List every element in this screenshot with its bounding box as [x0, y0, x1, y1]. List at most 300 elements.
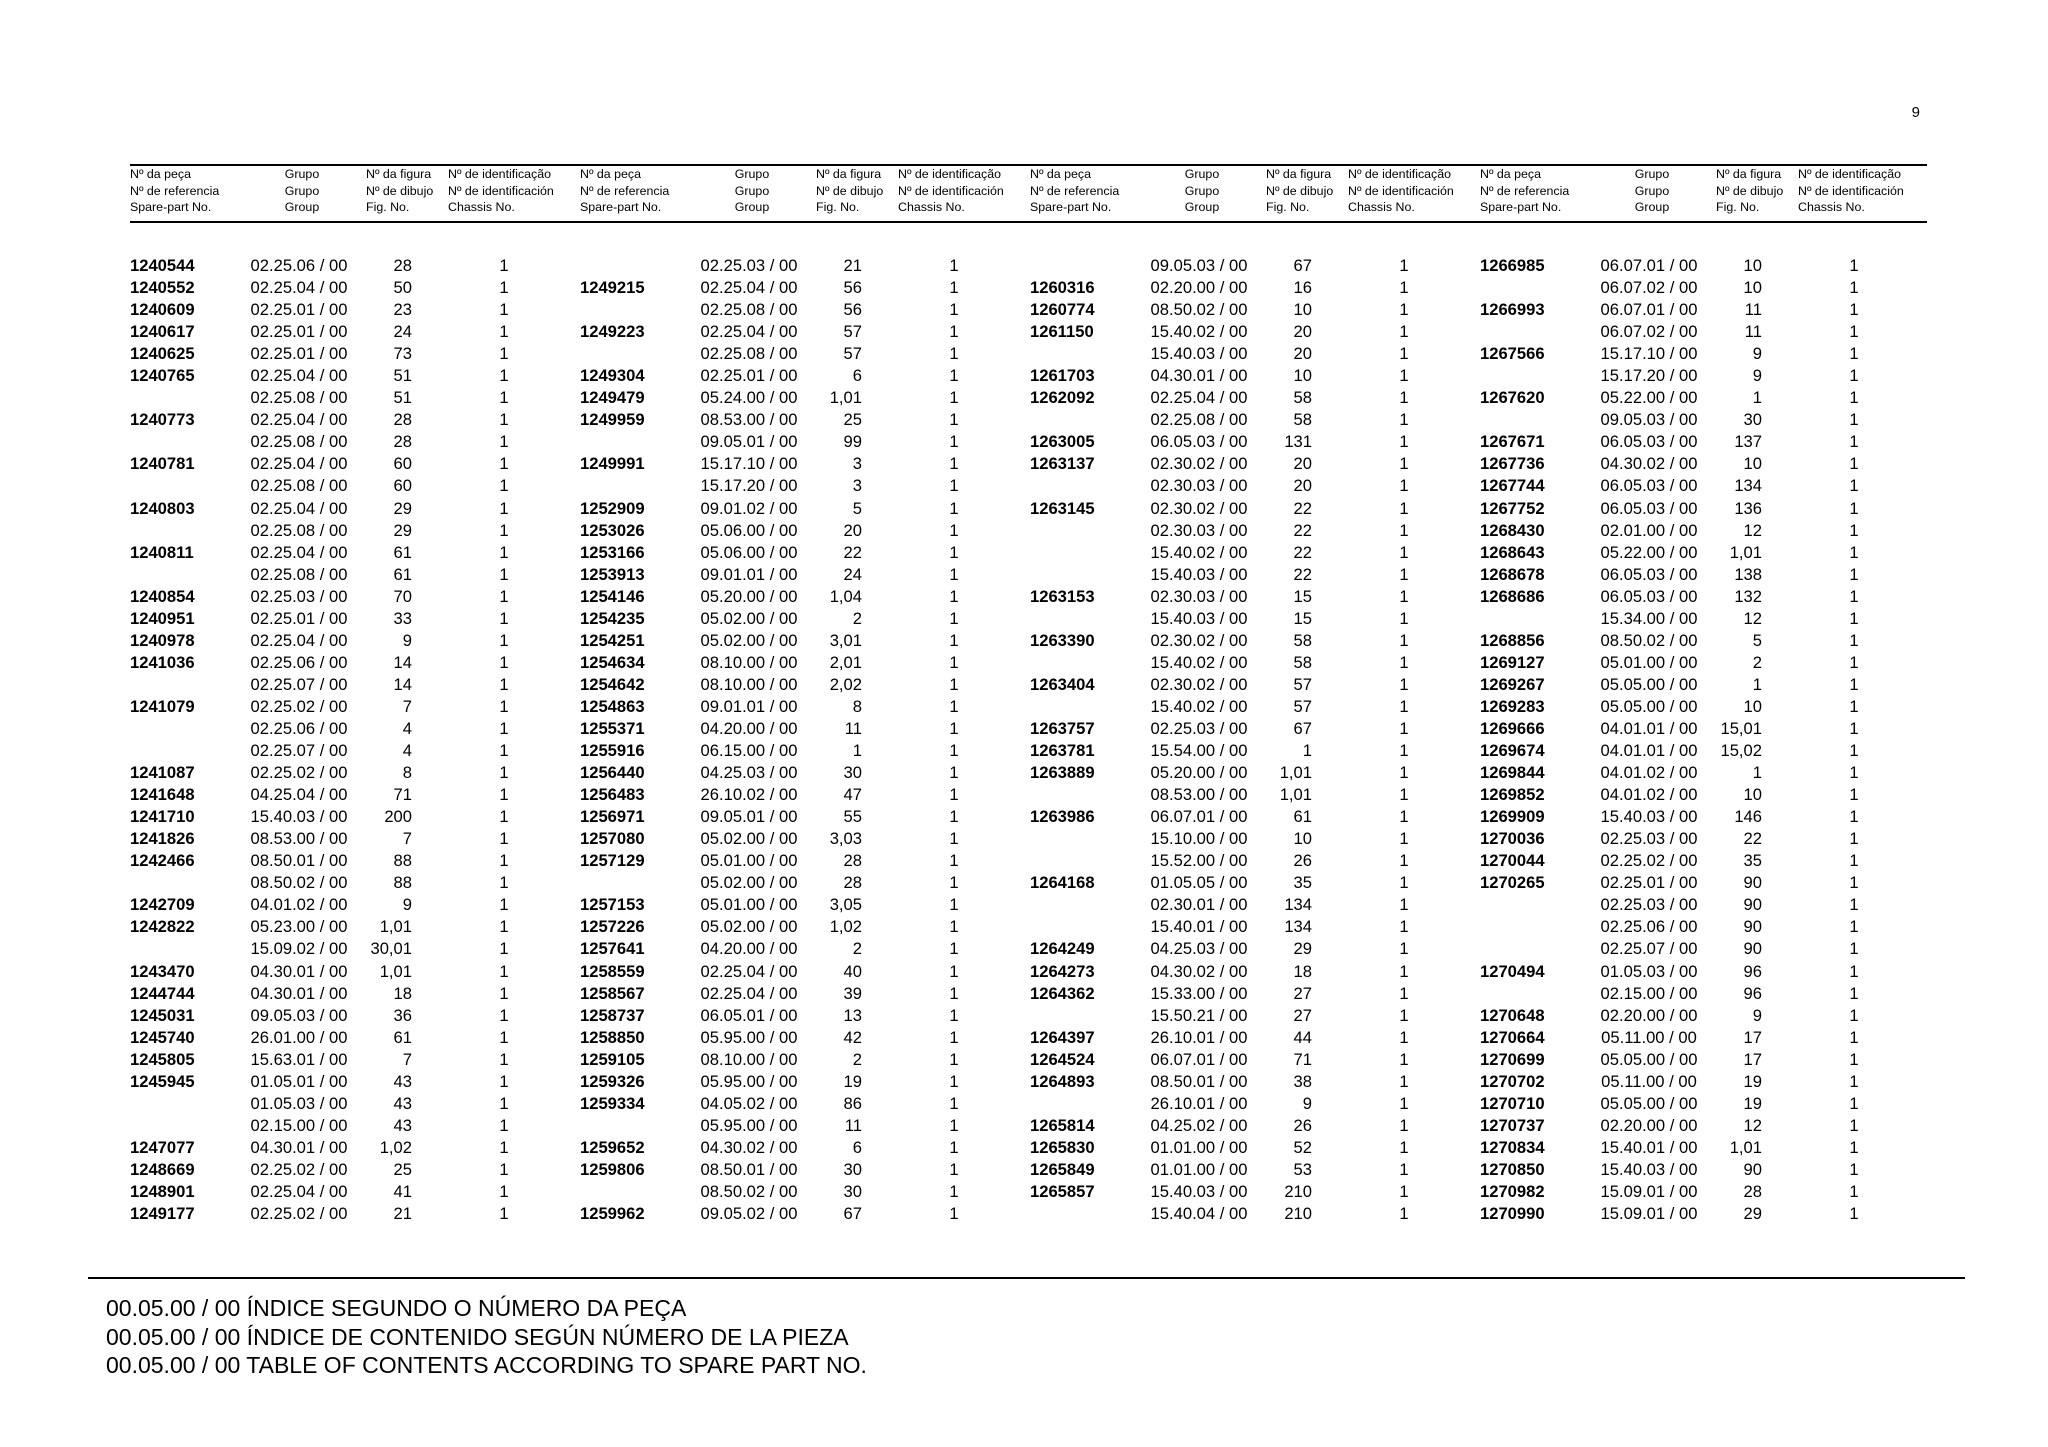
- part-number-cell: 1264249: [1030, 939, 1095, 959]
- figure-number-cell: 11: [844, 718, 862, 738]
- figure-number-cell: 132: [1734, 586, 1762, 606]
- chassis-number-cell: 1: [499, 1027, 509, 1047]
- part-number-cell: 1260316: [1030, 278, 1095, 298]
- table-row: [130, 586, 580, 608]
- figure-number-cell: 9: [402, 630, 412, 650]
- group-cell: 15.40.03 / 00: [1150, 564, 1248, 584]
- group-cell: 02.25.06 / 00: [1600, 917, 1698, 937]
- group-cell: 02.25.06 / 00: [250, 256, 348, 275]
- table-row: [1480, 696, 1930, 718]
- chassis-number-cell: 1: [1399, 829, 1409, 849]
- table-row: [1480, 365, 1930, 387]
- figure-number-cell: 23: [393, 300, 412, 320]
- figure-number-cell: 15,02: [1720, 741, 1762, 761]
- part-number-cell: 1268430: [1480, 520, 1545, 540]
- group-cell: 02.25.04 / 00: [700, 278, 798, 298]
- figure-number-cell: 19: [843, 1071, 862, 1091]
- group-cell: 05.02.00 / 00: [700, 873, 798, 893]
- table-row: [580, 586, 1030, 608]
- part-number-cell: 1249991: [580, 454, 645, 474]
- figure-number-cell: 20: [1293, 454, 1312, 474]
- chassis-number-cell: 1: [499, 564, 509, 584]
- figure-number-cell: 42: [843, 1027, 862, 1047]
- part-number-cell: 1268856: [1480, 630, 1545, 650]
- table-row: [580, 365, 1030, 387]
- chassis-number-cell: 1: [1849, 410, 1859, 430]
- figure-number-cell: 96: [1743, 961, 1762, 981]
- figure-number-cell: 33: [393, 608, 412, 628]
- figure-number-cell: 28: [393, 256, 412, 275]
- group-cell: 08.10.00 / 00: [700, 652, 798, 672]
- table-row: [1480, 740, 1930, 762]
- table-row: [1480, 608, 1930, 630]
- group-cell: 04.01.02 / 00: [1600, 763, 1698, 783]
- group-cell: 04.30.02 / 00: [1150, 961, 1248, 981]
- table-row: [1030, 365, 1480, 387]
- chassis-number-cell: 1: [1849, 961, 1859, 981]
- group-cell: 08.50.02 / 00: [700, 1181, 798, 1201]
- chassis-number-cell: 1: [1849, 1159, 1859, 1179]
- chassis-number-cell: 1: [949, 1159, 959, 1179]
- chassis-number-cell: 1: [1399, 674, 1409, 694]
- figure-number-cell: 73: [393, 344, 412, 364]
- figure-number-cell: 28: [843, 851, 862, 871]
- chassis-number-cell: 1: [499, 696, 509, 716]
- table-row: [1480, 762, 1930, 784]
- figure-number-cell: 41: [393, 1181, 412, 1201]
- figure-number-cell: 10: [1293, 366, 1312, 386]
- figure-number-cell: 57: [1293, 674, 1312, 694]
- figure-number-cell: 29: [393, 498, 412, 518]
- figure-number-cell: 2: [852, 1049, 862, 1069]
- group-cell: 15.40.03 / 00: [1600, 1159, 1698, 1179]
- chassis-number-cell: 1: [949, 1005, 959, 1025]
- figure-number-cell: 28: [843, 873, 862, 893]
- chassis-number-cell: 1: [499, 983, 509, 1003]
- figure-number-cell: 1,04: [829, 586, 862, 606]
- table-row: [130, 1203, 580, 1225]
- table-row: [1030, 1203, 1480, 1225]
- group-cell: 15.17.10 / 00: [1600, 344, 1698, 364]
- chassis-number-cell: 1: [1849, 829, 1859, 849]
- part-number-cell: 1254642: [580, 674, 645, 694]
- chassis-number-cell: 1: [499, 1071, 509, 1091]
- part-number-cell: 1269852: [1480, 785, 1545, 805]
- table-row: [580, 1093, 1030, 1115]
- figure-number-cell: 10: [1743, 454, 1762, 474]
- part-number-cell: 1267671: [1480, 432, 1545, 452]
- chassis-number-cell: 1: [949, 608, 959, 628]
- group-cell: 02.25.08 / 00: [250, 520, 348, 540]
- table-row: [1030, 1005, 1480, 1027]
- chassis-number-cell: 1: [949, 983, 959, 1003]
- figure-number-cell: 30: [843, 763, 862, 783]
- table-row: [1030, 784, 1480, 806]
- group-cell: 08.50.02 / 00: [250, 873, 348, 893]
- figure-number-cell: 90: [1743, 917, 1762, 937]
- part-number-cell: 1270737: [1480, 1115, 1545, 1135]
- part-number-cell: 1258737: [580, 1005, 645, 1025]
- part-number-cell: 1264273: [1030, 961, 1095, 981]
- chassis-number-cell: 1: [1849, 652, 1859, 672]
- part-number-cell: 1258567: [580, 983, 645, 1003]
- figure-number-cell: 19: [1743, 1071, 1762, 1091]
- chassis-number-cell: 1: [949, 1137, 959, 1157]
- chassis-number-cell: 1: [949, 542, 959, 562]
- group-cell: 15.52.00 / 00: [1150, 851, 1248, 871]
- group-cell: 02.25.08 / 00: [1150, 410, 1248, 430]
- table-row: [130, 961, 580, 983]
- part-number-cell: 1256440: [580, 763, 645, 783]
- part-number-cell: 1259962: [580, 1204, 645, 1224]
- group-cell: 02.25.03 / 00: [1600, 895, 1698, 915]
- chassis-number-cell: 1: [1399, 1071, 1409, 1091]
- chassis-number-cell: 1: [1849, 1049, 1859, 1069]
- chassis-number-cell: 1: [1849, 454, 1859, 474]
- figure-number-cell: 2,01: [829, 652, 862, 672]
- table-row: [1030, 409, 1480, 431]
- figure-number-cell: 1,02: [379, 1137, 412, 1157]
- group-cell: 02.25.03 / 00: [1150, 718, 1248, 738]
- group-cell: 15.17.10 / 00: [700, 454, 798, 474]
- chassis-number-cell: 1: [1399, 256, 1409, 275]
- part-number-cell: 1263153: [1030, 586, 1095, 606]
- parts-rows: [130, 255, 580, 1225]
- figure-number-cell: 50: [393, 278, 412, 298]
- part-number-cell: 1240951: [130, 608, 195, 628]
- chassis-number-cell: 1: [499, 300, 509, 320]
- part-number-cell: 1269909: [1480, 807, 1545, 827]
- part-number-cell: 1270648: [1480, 1005, 1545, 1025]
- part-number-cell: 1253166: [580, 542, 645, 562]
- chassis-number-cell: 1: [1849, 763, 1859, 783]
- figure-number-cell: 146: [1734, 807, 1762, 827]
- figure-number-cell: 13: [843, 1005, 862, 1025]
- figure-number-cell: 52: [1293, 1137, 1312, 1157]
- chassis-number-cell: 1: [1849, 696, 1859, 716]
- group-cell: 15.40.03 / 00: [1600, 807, 1698, 827]
- group-cell: 09.01.01 / 00: [700, 696, 798, 716]
- group-cell: 05.06.00 / 00: [700, 542, 798, 562]
- part-number-cell: 1259334: [580, 1093, 645, 1113]
- table-row: [1480, 784, 1930, 806]
- chassis-number-cell: 1: [949, 961, 959, 981]
- table-row: [1480, 1093, 1930, 1115]
- chassis-number-cell: 1: [499, 829, 509, 849]
- table-row: [580, 475, 1030, 497]
- group-cell: 02.01.00 / 00: [1600, 520, 1698, 540]
- chassis-number-cell: 1: [499, 917, 509, 937]
- group-cell: 05.22.00 / 00: [1600, 388, 1698, 408]
- group-cell: 02.25.08 / 00: [250, 388, 348, 408]
- group-cell: 05.02.00 / 00: [700, 608, 798, 628]
- chassis-number-cell: 1: [1399, 741, 1409, 761]
- table-row: [130, 409, 580, 431]
- chassis-number-cell: 1: [499, 1049, 509, 1069]
- header-group: Grupo Grupo Group: [1634, 167, 1670, 214]
- chassis-number-cell: 1: [1849, 256, 1859, 275]
- table-row: [580, 255, 1030, 277]
- parts-rows: [1030, 255, 1480, 1225]
- table-row: [1030, 1071, 1480, 1093]
- figure-number-cell: 16: [1293, 278, 1312, 298]
- table-row: [580, 1027, 1030, 1049]
- table-row: [1480, 475, 1930, 497]
- chassis-number-cell: 1: [1399, 608, 1409, 628]
- part-number-cell: 1269267: [1480, 674, 1545, 694]
- table-row: [1480, 520, 1930, 542]
- table-row: [130, 1027, 580, 1049]
- chassis-number-cell: 1: [1399, 1005, 1409, 1025]
- figure-number-cell: 3: [852, 476, 862, 496]
- group-cell: 02.30.02 / 00: [1150, 674, 1248, 694]
- part-number-cell: 1240781: [130, 454, 195, 474]
- group-cell: 08.50.01 / 00: [1150, 1071, 1248, 1091]
- part-number-cell: 1240552: [130, 278, 195, 298]
- group-cell: 05.11.00 / 00: [1601, 1071, 1697, 1091]
- figure-number-cell: 8: [852, 696, 862, 716]
- chassis-number-cell: 1: [1399, 432, 1409, 452]
- figure-number-cell: 27: [1293, 1005, 1312, 1025]
- group-cell: 05.24.00 / 00: [700, 388, 798, 408]
- table-row: [580, 938, 1030, 960]
- figure-number-cell: 67: [843, 1204, 862, 1224]
- chassis-number-cell: 1: [1399, 630, 1409, 650]
- figure-number-cell: 57: [843, 344, 862, 364]
- group-cell: 02.25.04 / 00: [250, 498, 348, 518]
- group-cell: 15.34.00 / 00: [1600, 608, 1698, 628]
- part-number-cell: 1259105: [580, 1049, 645, 1069]
- part-number-cell: 1242822: [130, 917, 195, 937]
- chassis-number-cell: 1: [499, 961, 509, 981]
- chassis-number-cell: 1: [949, 873, 959, 893]
- chassis-number-cell: 1: [1399, 763, 1409, 783]
- chassis-number-cell: 1: [1399, 917, 1409, 937]
- figure-number-cell: 3,01: [829, 630, 862, 650]
- chassis-number-cell: 1: [1849, 542, 1859, 562]
- figure-number-cell: 3: [852, 454, 862, 474]
- figure-number-cell: 90: [1743, 873, 1762, 893]
- group-cell: 05.05.00 / 00: [1600, 1049, 1698, 1069]
- footer-rule: [88, 1277, 1965, 1279]
- group-cell: 08.53.00 / 00: [250, 829, 348, 849]
- figure-number-cell: 12: [1743, 520, 1762, 540]
- figure-number-cell: 51: [393, 388, 412, 408]
- table-row: [130, 784, 580, 806]
- table-row: [130, 652, 580, 674]
- figure-number-cell: 134: [1284, 895, 1312, 915]
- figure-number-cell: 9: [1302, 1093, 1312, 1113]
- chassis-number-cell: 1: [499, 1005, 509, 1025]
- figure-number-cell: 12: [1743, 608, 1762, 628]
- part-number-cell: 1267752: [1480, 498, 1545, 518]
- table-row: [1030, 1027, 1480, 1049]
- part-number-cell: 1241826: [130, 829, 195, 849]
- table-row: [130, 321, 580, 343]
- chassis-number-cell: 1: [1399, 718, 1409, 738]
- chassis-number-cell: 1: [1849, 1027, 1859, 1047]
- chassis-number-cell: 1: [1849, 1093, 1859, 1113]
- group-cell: 06.05.03 / 00: [1600, 586, 1698, 606]
- table-row: [580, 1181, 1030, 1203]
- chassis-number-cell: 1: [499, 256, 509, 275]
- chassis-number-cell: 1: [949, 917, 959, 937]
- chassis-number-cell: 1: [499, 873, 509, 893]
- part-number-cell: 1257641: [580, 939, 645, 959]
- part-number-cell: 1261150: [1030, 322, 1094, 342]
- figure-number-cell: 5: [852, 498, 862, 518]
- part-number-cell: 1243470: [130, 961, 195, 981]
- group-cell: 02.25.02 / 00: [250, 763, 348, 783]
- chassis-number-cell: 1: [949, 1071, 959, 1091]
- chassis-number-cell: 1: [1399, 1159, 1409, 1179]
- group-cell: 02.25.01 / 00: [250, 300, 348, 320]
- group-cell: 05.01.00 / 00: [1600, 652, 1698, 672]
- chassis-number-cell: 1: [949, 807, 959, 827]
- figure-number-cell: 8: [402, 763, 412, 783]
- figure-number-cell: 21: [393, 1204, 412, 1224]
- group-cell: 05.05.00 / 00: [1600, 1093, 1698, 1113]
- group-cell: 02.25.04 / 00: [700, 322, 798, 342]
- part-number-cell: 1263005: [1030, 432, 1095, 452]
- table-row: [580, 343, 1030, 365]
- table-row: [130, 387, 580, 409]
- header-figure-number: Nº da figura Nº de dibujo Fig. No.: [1266, 167, 1334, 214]
- figure-number-cell: 57: [843, 322, 862, 342]
- figure-number-cell: 3,03: [829, 829, 862, 849]
- group-cell: 01.01.00 / 00: [1150, 1159, 1248, 1179]
- part-number-cell: 1267566: [1480, 344, 1545, 364]
- chassis-number-cell: 1: [1399, 785, 1409, 805]
- part-number-cell: 1240811: [130, 542, 194, 562]
- chassis-number-cell: 1: [499, 1093, 509, 1113]
- table-row: [1030, 1093, 1480, 1115]
- table-row: [130, 850, 580, 872]
- group-cell: 02.25.02 / 00: [250, 1159, 348, 1179]
- chassis-number-cell: 1: [949, 454, 959, 474]
- chassis-number-cell: 1: [949, 1027, 959, 1047]
- chassis-number-cell: 1: [1849, 300, 1859, 320]
- figure-number-cell: 6: [852, 366, 862, 386]
- table-row: [580, 299, 1030, 321]
- part-number-cell: 1240978: [130, 630, 195, 650]
- table-row: [130, 1071, 580, 1093]
- group-cell: 05.02.00 / 00: [700, 829, 798, 849]
- group-cell: 02.25.04 / 00: [700, 961, 798, 981]
- chassis-number-cell: 1: [499, 718, 509, 738]
- table-row: [130, 475, 580, 497]
- chassis-number-cell: 1: [949, 939, 959, 959]
- chassis-number-cell: 1: [949, 586, 959, 606]
- figure-number-cell: 1,01: [1279, 785, 1312, 805]
- part-number-cell: 1240625: [130, 344, 195, 364]
- figure-number-cell: 29: [393, 520, 412, 540]
- table-row: [1030, 1159, 1480, 1181]
- figure-number-cell: 15: [1293, 586, 1312, 606]
- group-cell: 09.05.03 / 00: [250, 1005, 348, 1025]
- table-row: [1030, 475, 1480, 497]
- figure-number-cell: 134: [1734, 476, 1762, 496]
- chassis-number-cell: 1: [1399, 961, 1409, 981]
- group-cell: 15.33.00 / 00: [1150, 983, 1248, 1003]
- table-row: [1030, 453, 1480, 475]
- part-number-cell: 1264893: [1030, 1071, 1095, 1091]
- chassis-number-cell: 1: [499, 939, 509, 959]
- figure-number-cell: 4: [402, 718, 412, 738]
- group-cell: 02.25.07 / 00: [1600, 939, 1698, 959]
- chassis-number-cell: 1: [499, 344, 509, 364]
- part-number-cell: 1267736: [1480, 454, 1545, 474]
- figure-number-cell: 137: [1734, 432, 1762, 452]
- group-cell: 06.07.01 / 00: [1150, 807, 1248, 827]
- table-row: [1480, 1159, 1930, 1181]
- table-row: [1480, 299, 1930, 321]
- figure-number-cell: 15: [1293, 608, 1312, 628]
- group-cell: 15.50.21 / 00: [1150, 1005, 1248, 1025]
- figure-number-cell: 138: [1734, 564, 1762, 584]
- part-number-cell: 1247077: [130, 1137, 195, 1157]
- part-number-cell: 1265857: [1030, 1181, 1095, 1201]
- chassis-number-cell: 1: [949, 1093, 959, 1113]
- table-row: [580, 806, 1030, 828]
- chassis-number-cell: 1: [949, 674, 959, 694]
- chassis-number-cell: 1: [499, 586, 509, 606]
- group-cell: 06.05.01 / 00: [700, 1005, 798, 1025]
- part-number-cell: 1242709: [130, 895, 195, 915]
- group-cell: 04.30.02 / 00: [700, 1137, 798, 1157]
- part-number-cell: 1254146: [580, 586, 645, 606]
- table-row: [580, 762, 1030, 784]
- chassis-number-cell: 1: [499, 763, 509, 783]
- group-cell: 15.40.01 / 00: [1600, 1137, 1698, 1157]
- chassis-number-cell: 1: [1399, 454, 1409, 474]
- group-cell: 02.20.00 / 00: [1600, 1115, 1698, 1135]
- chassis-number-cell: 1: [1849, 608, 1859, 628]
- figure-number-cell: 1,01: [379, 961, 412, 981]
- table-row: [1030, 696, 1480, 718]
- figure-number-cell: 3,05: [829, 895, 862, 915]
- group-cell: 06.07.02 / 00: [1600, 278, 1698, 298]
- table-row: [1480, 586, 1930, 608]
- part-number-cell: 1248669: [130, 1159, 195, 1179]
- chassis-number-cell: 1: [1399, 1204, 1409, 1224]
- table-row: [1030, 961, 1480, 983]
- chassis-number-cell: 1: [1849, 741, 1859, 761]
- figure-number-cell: 90: [1743, 895, 1762, 915]
- part-number-cell: 1263781: [1030, 741, 1095, 761]
- part-number-cell: 1257153: [580, 895, 645, 915]
- chassis-number-cell: 1: [1849, 785, 1859, 805]
- part-number-cell: 1255916: [580, 741, 645, 761]
- chassis-number-cell: 1: [1399, 498, 1409, 518]
- chassis-number-cell: 1: [1399, 895, 1409, 915]
- group-cell: 08.10.00 / 00: [700, 1049, 798, 1069]
- chassis-number-cell: 1: [499, 432, 509, 452]
- table-row: [130, 938, 580, 960]
- figure-number-cell: 71: [1293, 1049, 1312, 1069]
- figure-number-cell: 61: [1293, 807, 1312, 827]
- group-cell: 06.05.03 / 00: [1600, 432, 1698, 452]
- figure-number-cell: 6: [852, 1137, 862, 1157]
- table-row: [580, 983, 1030, 1005]
- table-row: [580, 1137, 1030, 1159]
- table-row: [580, 1071, 1030, 1093]
- part-number-cell: 1265830: [1030, 1137, 1095, 1157]
- table-row: [580, 961, 1030, 983]
- group-cell: 02.25.01 / 00: [250, 608, 348, 628]
- chassis-number-cell: 1: [1849, 939, 1859, 959]
- part-number-cell: 1249177: [130, 1204, 195, 1224]
